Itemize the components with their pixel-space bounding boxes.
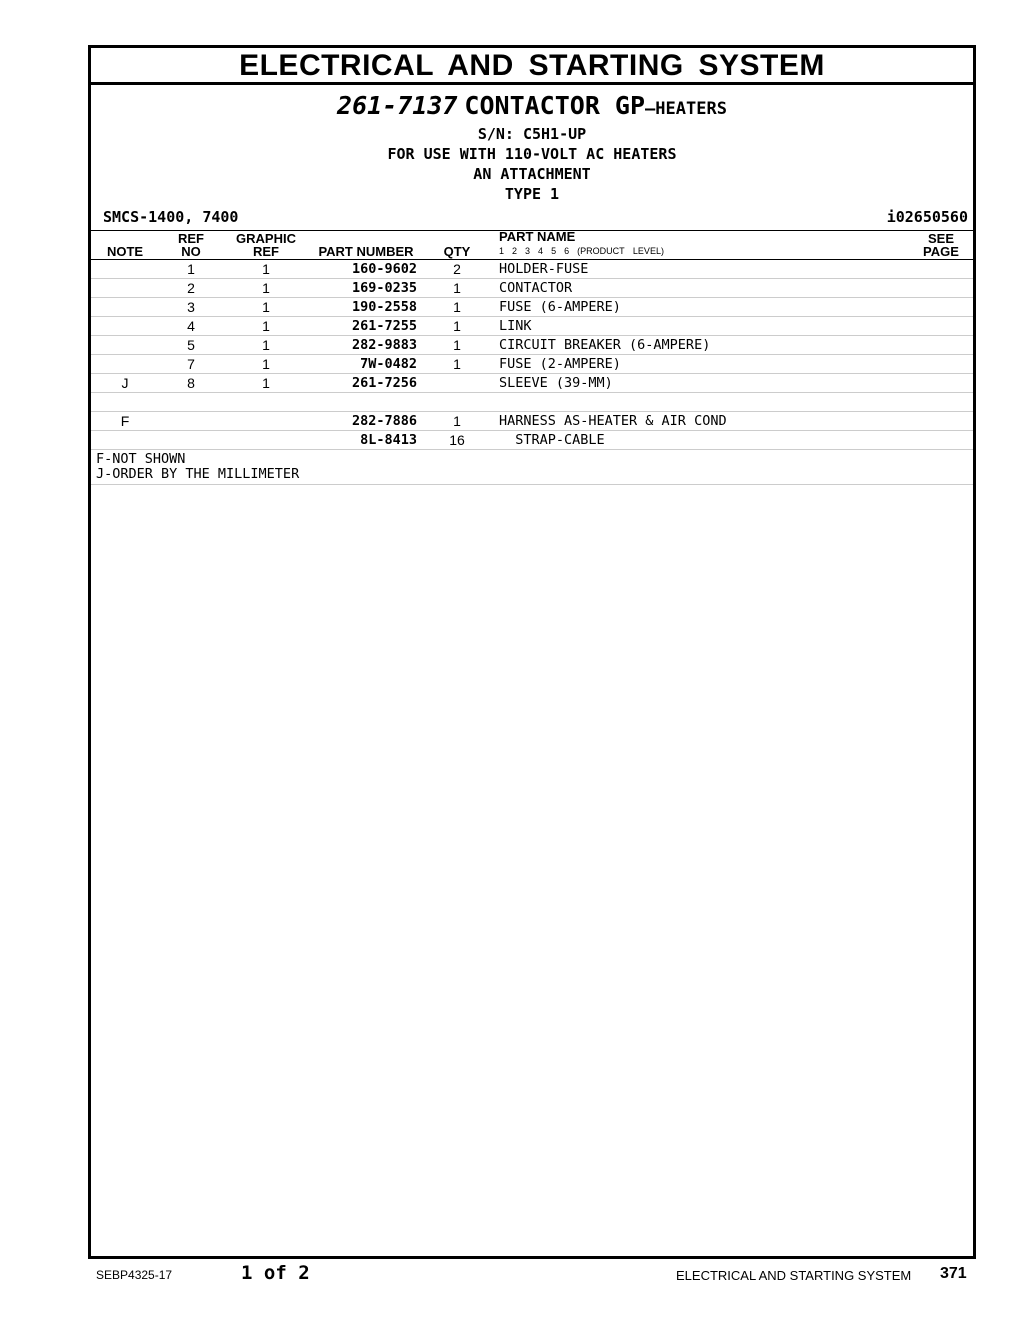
cell-ref-no: 4 [187,318,195,334]
cell-graphic-ref: 1 [262,318,270,334]
cell-part-number: 8L-8413 [360,432,417,448]
page-of-indicator: 1 of 2 [241,1262,310,1284]
table-row [91,279,973,298]
cell-qty: 1 [453,413,461,429]
cell-qty: 1 [453,318,461,334]
cell-part-number: 282-9883 [351,337,417,353]
cell-part-name: STRAP-CABLE [499,432,605,448]
cell-part-name: FUSE (6-AMPERE) [499,299,621,315]
cell-part-number: 7W-0482 [360,356,417,372]
level-2: 2 [512,246,518,256]
cell-graphic-ref: 1 [262,299,270,315]
usage-line: FOR USE WITH 110-VOLT AC HEATERS [387,145,677,163]
cell-graphic-ref: 1 [262,280,270,296]
header-graphic-ref-line2: REF [253,244,279,259]
serial-number-line: S/N: C5H1-UP [477,125,587,143]
page-footer [0,1262,1020,1292]
cell-part-name: CIRCUIT BREAKER (6-AMPERE) [499,337,711,353]
group-header [91,85,973,204]
header-qty: QTY [443,244,471,259]
cell-ref-no: 7 [187,356,195,372]
cell-ref-no: 5 [187,337,195,353]
header-part-name: PART NAME [499,229,576,244]
table-row [91,355,973,374]
cell-graphic-ref: 1 [262,261,270,277]
cell-graphic-ref: 1 [262,337,270,353]
header-ref-no-line1: REF [178,231,204,246]
section-title: ELECTRICAL AND STARTING SYSTEM [91,48,973,85]
level-3: 3 [525,246,531,256]
table-row [91,336,973,355]
table-row [91,412,973,431]
header-graphic-ref-line1: GRAPHIC [236,231,296,246]
group-subname: –HEATERS [645,99,727,119]
cell-ref-no: 2 [187,280,195,296]
table-row [91,393,973,412]
cell-part-number: 169-0235 [351,280,417,296]
page-number: 371 [940,1265,967,1282]
cell-part-name: LINK [499,318,532,334]
level-4: 4 [538,246,544,256]
table-row [91,317,973,336]
cell-part-number: 160-9602 [351,261,417,277]
cell-part-name: HOLDER-FUSE [499,261,589,277]
cell-part-name: HARNESS AS-HEATER & AIR COND [499,413,727,429]
footnote-f: F-NOT SHOWN [96,451,186,467]
header-ref-no [161,232,221,258]
group-name: CONTACTOR GP [464,91,646,120]
product-levels [499,246,672,256]
cell-part-number: 190-2558 [351,299,417,315]
document-id: SEBP4325-17 [96,1268,173,1282]
cell-part-number: 282-7886 [351,413,417,429]
group-part-number: 261-7137 [337,91,458,120]
header-ref-no-line2: NO [181,244,201,259]
cell-note: J [121,375,129,391]
cell-qty: 16 [449,432,465,448]
table-row [91,260,973,279]
cell-part-name: SLEEVE (39-MM) [499,375,613,391]
cell-qty: 2 [453,261,461,277]
footnote-j: J-ORDER BY THE MILLIMETER [96,466,300,482]
illustration-id: i02650560 [886,208,968,226]
group-title [91,91,973,124]
cell-ref-no: 8 [187,375,195,391]
header-see-page-line1: SEE [927,231,954,246]
type-line: TYPE 1 [504,185,560,203]
level-5: 5 [551,246,557,256]
table-row [91,431,973,450]
smcs-row [91,208,973,230]
cell-qty: 1 [453,337,461,353]
footnotes [91,450,973,485]
cell-part-number: 261-7256 [351,375,417,391]
table-header [91,230,973,260]
header-part-number: PART NUMBER [318,244,414,259]
header-see-page [917,232,965,258]
table-row [91,374,973,393]
cell-qty: 1 [453,356,461,372]
header-graphic-ref [226,232,306,258]
cell-qty: 1 [453,299,461,315]
level-1: 1 [499,246,505,256]
product-level-label: (PRODUCT LEVEL) [577,246,664,256]
cell-part-number: 261-7255 [351,318,417,334]
table-row [91,298,973,317]
page-frame [88,45,976,1259]
smcs-code: SMCS-1400, 7400 [103,208,239,226]
cell-qty: 1 [453,280,461,296]
cell-note: F [120,413,130,429]
level-6: 6 [564,246,570,256]
header-see-page-line2: PAGE [923,244,959,259]
attachment-line: AN ATTACHMENT [473,165,591,183]
cell-graphic-ref: 1 [262,356,270,372]
footer-section-title: ELECTRICAL AND STARTING SYSTEM [676,1268,912,1283]
cell-graphic-ref: 1 [262,375,270,391]
cell-part-name: FUSE (2-AMPERE) [499,356,621,372]
cell-ref-no: 3 [187,299,195,315]
parts-table-body [91,260,973,450]
header-note: NOTE [106,244,144,259]
cell-part-name: CONTACTOR [499,280,573,296]
cell-ref-no: 1 [187,261,195,277]
